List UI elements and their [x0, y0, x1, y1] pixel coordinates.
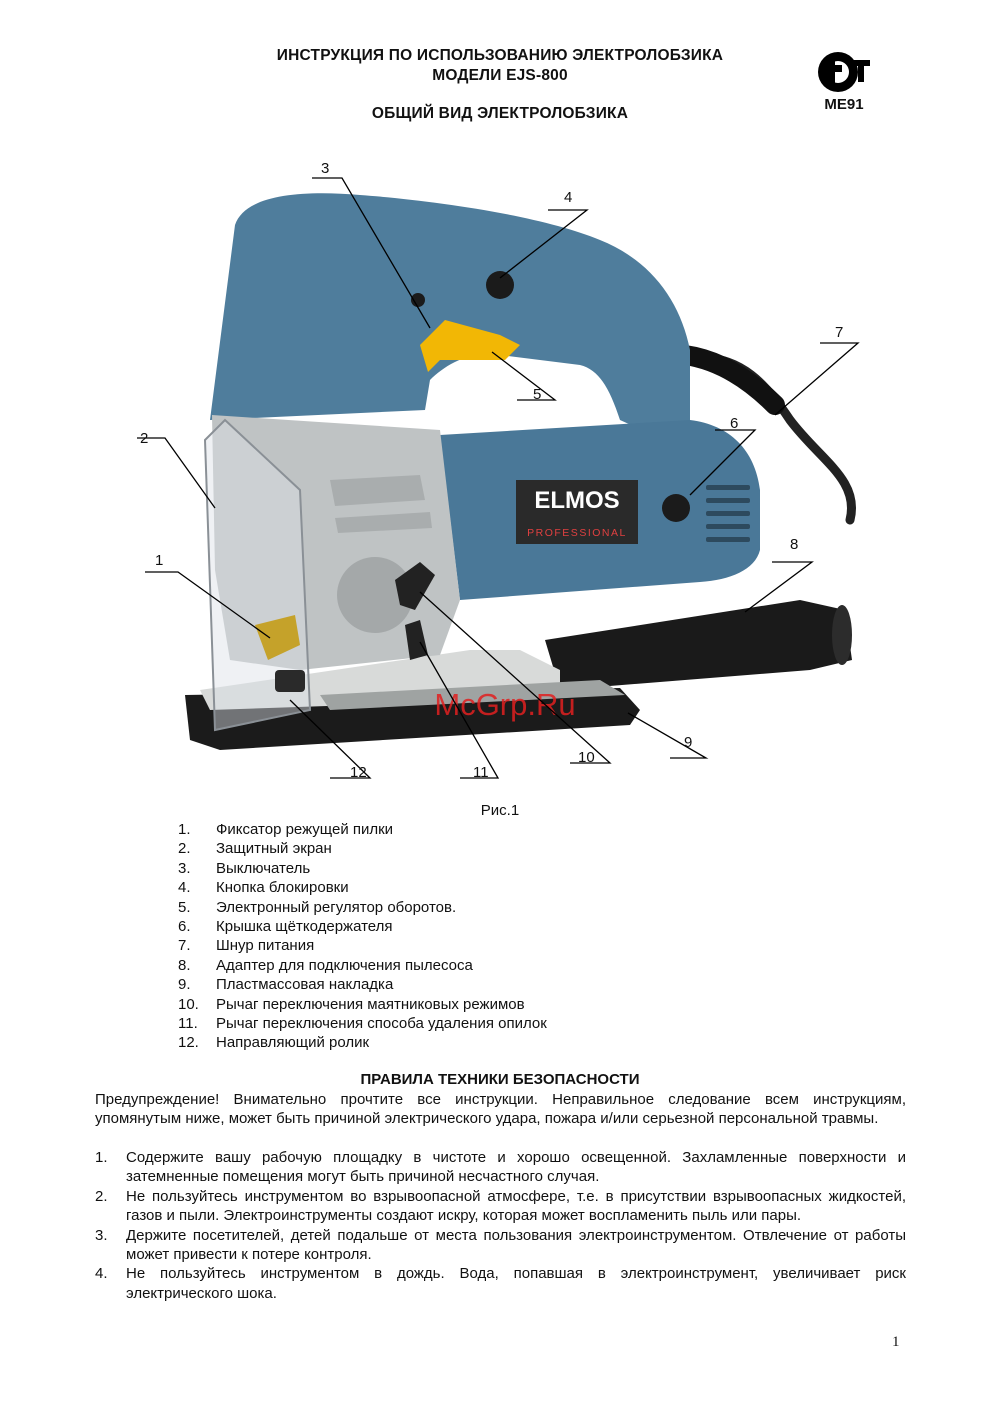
rule-item — [95, 1148, 906, 1187]
brand-subtext: PROFESSIONAL — [527, 527, 627, 539]
item-number: 12. — [178, 1034, 199, 1052]
callout-5: 5 — [533, 386, 542, 403]
list-item — [178, 898, 547, 917]
item-number: 3. — [178, 859, 191, 877]
callout-12: 12 — [350, 764, 367, 781]
item-number: 7. — [178, 937, 191, 955]
rule-text: Содержите вашу рабочую площадку в чистоте и хорошо освещенной. Захламленные поверхности и затемненные помещения могут быть причиной несчастного случая. — [126, 1149, 906, 1186]
rule-text: Держите посетителей, детей подальше от места пользования электроинструментом. Отвлечение от работы может привести к потере контроля. — [126, 1226, 906, 1264]
watermark: McGrp.Ru — [434, 687, 576, 722]
callout-10: 10 — [578, 749, 595, 766]
cord-sleeve — [685, 355, 775, 405]
item-text: Электронный регулятор оборотов. — [216, 898, 457, 916]
item-number: 11. — [178, 1014, 198, 1032]
item-text: Рычаг переключения маятниковых режимов — [216, 995, 525, 1013]
item-text: Рычаг переключения способа удаления опилок — [216, 1014, 547, 1032]
item-number: 5. — [178, 898, 191, 916]
item-text: Адаптер для подключения пылесоса — [216, 956, 473, 974]
vacuum-adapter — [545, 600, 852, 690]
item-text: Направляющий ролик — [216, 1034, 370, 1052]
safety-title: ПРАВИЛА ТЕХНИКИ БЕЗОПАСНОСТИ — [360, 1071, 640, 1088]
item-text: Фиксатор режущей пилки — [216, 821, 394, 838]
list-item — [178, 956, 547, 975]
item-number: 8. — [178, 956, 191, 974]
brush-holder-cap — [662, 494, 690, 522]
parts-list — [178, 820, 547, 1053]
item-text: Шнур питания — [216, 937, 315, 955]
list-item — [178, 839, 547, 858]
callout-4: 4 — [564, 189, 573, 206]
jigsaw-figure — [0, 150, 1000, 790]
certification-code: МЕ91 — [824, 96, 864, 113]
rule-number: 2. — [95, 1187, 108, 1205]
rule-item — [95, 1264, 906, 1303]
callout-2: 2 — [140, 430, 149, 447]
item-text: Выключатель — [216, 859, 311, 877]
rule-item — [95, 1226, 906, 1265]
list-item — [178, 820, 547, 839]
callout-7: 7 — [835, 324, 844, 341]
list-item — [178, 995, 547, 1014]
safety-rules — [95, 1148, 906, 1303]
figure-caption: Рис.1 — [480, 802, 520, 819]
callout-1: 1 — [155, 552, 164, 569]
section-title: ОБЩИЙ ВИД ЭЛЕКТРОЛОБЗИКА — [371, 105, 629, 122]
callout-8: 8 — [790, 536, 799, 553]
item-number: 2. — [178, 840, 191, 858]
rule-number: 3. — [95, 1226, 108, 1244]
list-item — [178, 878, 547, 897]
item-text: Защитный экран — [216, 840, 332, 858]
item-number: 10. — [178, 995, 199, 1013]
list-item — [178, 936, 547, 955]
callout-11: 11 — [473, 764, 489, 781]
list-item — [178, 975, 547, 994]
callout-6: 6 — [730, 415, 739, 432]
list-item — [178, 1014, 547, 1033]
item-number: 6. — [178, 917, 191, 935]
item-text: Крышка щёткодержателя — [216, 917, 393, 935]
callout-9: 9 — [684, 734, 693, 751]
list-item — [178, 917, 547, 936]
rule-text: Не пользуйтесь инструментом во взрывоопасной атмосфере, т.е. в присутствии взрывоопасных жидкостей, газов и пыли. Электроинструменты создают искру, которая может воспламенить пыль или пары. — [126, 1187, 906, 1225]
item-number: 9. — [178, 976, 191, 994]
item-text: Пластмассовая накладка — [216, 976, 394, 994]
item-number: 4. — [178, 879, 191, 897]
document-subtitle: МОДЕЛИ EJS-800 — [432, 67, 568, 84]
page-number: 1 — [892, 1334, 900, 1350]
rule-item — [95, 1187, 906, 1226]
brand-text: ELMOS — [534, 487, 620, 514]
rule-number: 4. — [95, 1265, 108, 1283]
safety-intro: Предупреждение! Внимательно прочтите все инструкции. Неправильное следование всем инструкциям, упомянутым ниже, может быть причиной электрического удара, пожара и/или серьезной персональной травмы. — [95, 1091, 906, 1128]
list-item — [178, 859, 547, 878]
rule-text: Не пользуйтесь инструментом в дождь. Вода, попавшая в электроинструмент, увеличивает риск электрического шока. — [126, 1265, 906, 1302]
lock-button — [486, 271, 514, 299]
list-item — [178, 1033, 547, 1052]
item-text: Кнопка блокировки — [216, 879, 349, 897]
document-title: ИНСТРУКЦИЯ ПО ИСПОЛЬЗОВАНИЮ ЭЛЕКТРОЛОБЗИКА — [276, 47, 724, 64]
rule-number: 1. — [95, 1149, 108, 1166]
guide-roller — [275, 670, 305, 692]
callout-3: 3 — [321, 160, 330, 177]
item-number: 1. — [178, 821, 191, 838]
